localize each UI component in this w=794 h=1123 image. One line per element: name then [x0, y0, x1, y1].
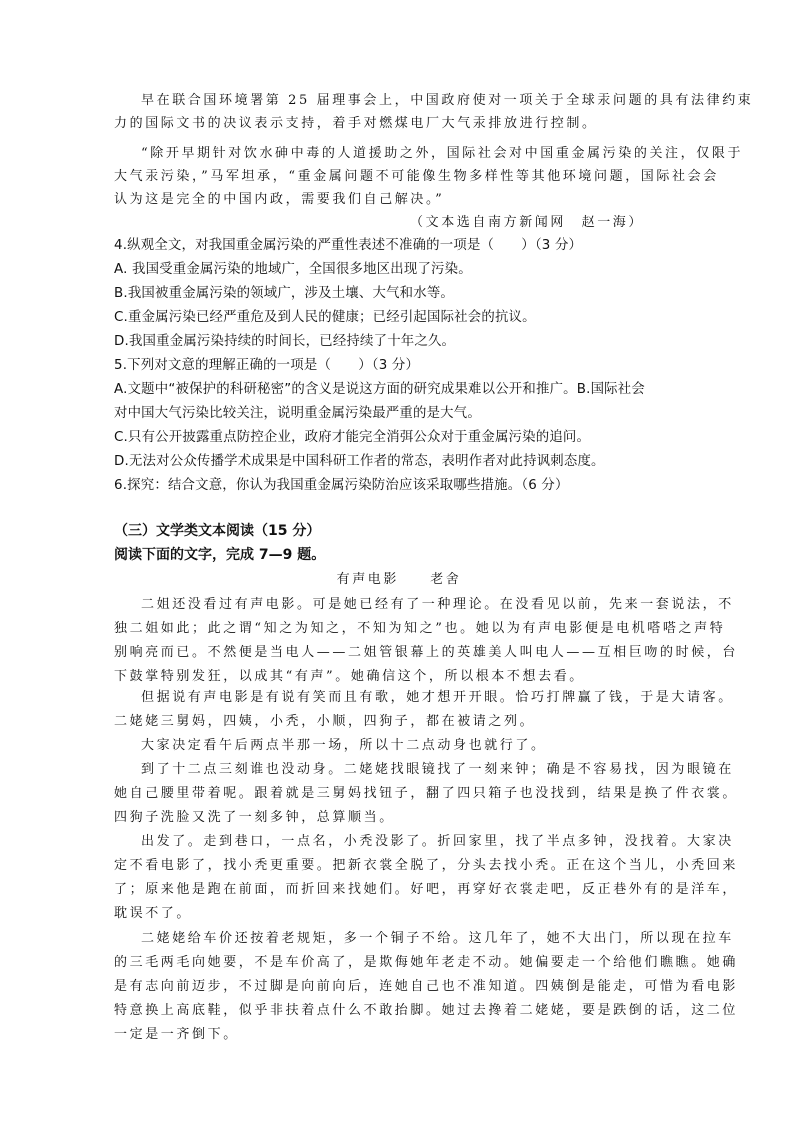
story-text-line: 二姐还没看过有声电影。可是她已经有了一种理论。在没看见以前，先来一套说法，不: [141, 597, 734, 612]
story-text-line: 定不看电影了，找小秃更重要。把新衣裳全脱了，分头去找小秃。正在这个当儿，小秃回来: [114, 858, 739, 873]
story-text-line: 了；原来他是跑在前面，而折回来找她们。好吧，再穿好衣裳走吧，反正巷外有的是洋车，: [114, 882, 739, 897]
story-text-line: 耽误不了。: [114, 906, 193, 921]
story-text-line: 四狗子洗脸又洗了一刻多钟，总算顺当。: [114, 810, 395, 825]
passage-text-line: 力的国际文书的决议表示支持，着手对燃煤电厂大气汞排放进行控制。: [114, 116, 598, 131]
passage-text-line: “除开早期针对饮水砷中毒的人道援助之外，国际社会对中国重金属污染的关注，仅限于: [141, 146, 744, 161]
story-text-line: 是有志向前迈步，不过脚是向前向后，连她自己也不准知道。四姨倒是能走，可惜为看电影: [114, 979, 739, 994]
passage-text-line: 认为这是完全的中国内政，需要我们自己解决。”: [114, 192, 445, 207]
story-text-line: 二姥姥给车价还按着老规矩，多一个铜子不给。这几年了，她不大出门，所以现在拉车: [141, 931, 734, 946]
passage-text-line: 早在联合国环境署第 25 届理事会上，中国政府使对一项关于全球汞问题的具有法律约束: [141, 93, 754, 108]
question-5-option-d: D.无法对公众传播学术成果是中国科研工作者的常态，表明作者对此持讽刺态度。: [114, 454, 605, 469]
question-4-option-c: C.重金属污染已经严重危及到人民的健康；已经引起国际社会的抗议。: [114, 310, 536, 325]
question-4-option-a: A. 我国受重金属污染的地域广，全国很多地区出现了污染。: [114, 262, 472, 277]
story-text-line: 特意换上高底鞋，似乎非扶着点什么不敢抬脚。她过去搀着二姥姥，要是跌倒的话，这二位: [114, 1003, 739, 1018]
story-text-line: 独二姐如此；此之谓“知之为知之，不知为知之”也。她以为有声电影便是电机嗒嗒之声特: [114, 621, 726, 636]
story-text-line: 但据说有声电影是有说有笑而且有歌，她才想开开眼。恰巧打牌赢了钱，于是大请客。: [141, 690, 734, 705]
question-4-option-d: D.我国重金属污染持续的时间长，已经持续了十年之久。: [114, 334, 456, 349]
story-text-line: 别响亮而已。不然便是当电人——二姐管银幕上的英雄美人叫电人——互相巨吻的时候，台: [114, 645, 739, 660]
story-text-line: 二姥姥三舅妈，四姨，小秃，小顺，四狗子，都在被请之列。: [114, 714, 536, 729]
story-text-line: 到了十二点三刻谁也没动身。二姥姥找眼镜找了一刻来钟；确是不容易找，因为眼镜在: [141, 762, 734, 777]
story-text-line: 一定是一齐倒下。: [114, 1027, 239, 1042]
story-text-line: 出发了。走到巷口，一点名，小秃没影了。折回家里，找了半点多钟，没找着。大家决: [141, 834, 734, 849]
story-text-line: 大家决定看午后两点半那一场，所以十二点动身也就行了。: [141, 738, 547, 753]
question-4-option-b: B.我国被重金属污染的领域广，涉及土壤、大气和水等。: [114, 286, 455, 301]
section-instruction: 阅读下面的文字，完成 7—9 题。: [114, 547, 326, 563]
question-4-stem: 4.纵观全文，对我国重金属污染的严重性表述不准确的一项是（ ）（3 分）: [114, 238, 583, 253]
question-5-stem: 5.下列对文意的理解正确的一项是（ ）（3 分）: [114, 358, 420, 373]
section-heading: （三）文学类文本阅读（15 分）: [114, 523, 321, 539]
passage-text-line: 大气汞污染，”马军坦承，“重金属问题不可能像生物多样性等其他环境问题，国际社会会: [114, 169, 719, 184]
question-5-option-b: 对中国大气污染比较关注，说明重金属污染最严重的是大气。: [114, 406, 481, 421]
source-citation: （文本选自南方新闻网 赵一海）: [410, 215, 645, 230]
story-text-line: 下鼓掌特别发狂，以成其“有声”。她确信这个，所以根本不想去看。: [114, 669, 585, 684]
question-5-option-c: C.只有公开披露重点防控企业，政府才能完全消弭公众对于重金属污染的追问。: [114, 430, 591, 445]
story-text-line: 的三毛两毛向她要，不是车价高了，是欺侮她年老走不动。她偏要走一个给他们瞧瞧。她确: [114, 955, 739, 970]
story-text-line: 她自己腰里带着呢。跟着就是三舅妈找钮子，翻了四只箱子也没找到，结果是换了件衣裳。: [114, 786, 739, 801]
question-5-option-a: A.文题中“被保护的科研秘密”的含义是说这方面的研究成果难以公开和推广。B.国际社会: [114, 382, 645, 397]
story-title: 有声电影 老舍: [336, 572, 462, 587]
question-6-stem: 6.探究：结合文意，你认为我国重金属污染防治应该采取哪些措施。（6 分）: [114, 478, 569, 493]
